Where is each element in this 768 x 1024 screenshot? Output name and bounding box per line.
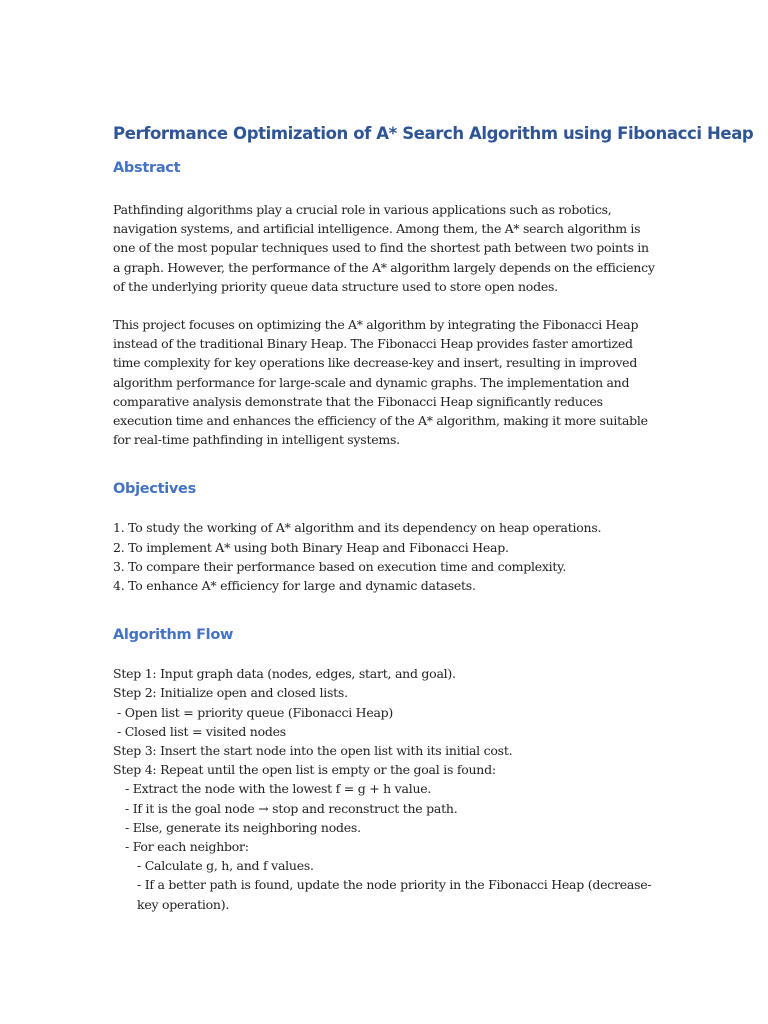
flow-substep-line: - Closed list = visited nodes <box>117 723 286 739</box>
objective-item: 4. To enhance A* efficiency for large and dynamic datasets. <box>113 578 476 594</box>
flow-substep-line: - If it is the goal node → stop and reconstruct the path. <box>125 800 458 816</box>
flow-nested-line: - Calculate g, h, and f values. <box>137 858 314 874</box>
flow-substep-line: - Extract the node with the lowest f = g + h value. <box>125 781 432 797</box>
objective-item: 1. To study the working of A* algorithm and its dependency on heap operations. <box>113 520 602 536</box>
objective-item: 3. To compare their performance based on execution time and complexity. <box>113 558 567 574</box>
objective-item: 2. To implement A* using both Binary Heap and Fibonacci Heap. <box>113 539 509 555</box>
objectives-heading: Objectives <box>113 481 196 498</box>
document-title: Performance Optimization of A* Search Algorithm using Fibonacci Heap <box>113 124 754 143</box>
flow-substep-line: - For each neighbor: <box>125 839 249 855</box>
algorithm-flow-list <box>113 664 658 914</box>
algorithm-flow-heading: Algorithm Flow <box>113 627 234 644</box>
flow-nested-line: - If a better path is found, update the node priority in the Fibonacci Heap (decrease-key operation). <box>137 877 652 912</box>
abstract-paragraph-2: This project focuses on optimizing the A* algorithm by integrating the Fibonacci Heap instead of the traditional Binary Heap. The Fibonacci Heap provides faster amortized time complexity for key operations like decrease-key and insert, resulting in improved algorithm performance for large-scale and dynamic graphs. The implementation and comparative analysis demonstrate that the Fibonacci Heap significantly reduces execution time and enhances the efficiency of the A* algorithm, making it more suitable for real-time pathfinding in intelligent systems. <box>113 317 648 448</box>
flow-step-line: Step 1: Input graph data (nodes, edges, start, and goal). <box>113 666 456 682</box>
abstract-heading: Abstract <box>113 160 181 176</box>
abstract-paragraph-1: Pathfinding algorithms play a crucial role in various applications such as robotics, navigation systems, and artificial intelligence. Among them, the A* search algorithm is one of the most popular techniques used to find the shortest path between two points in a graph. However, the performance of the A* algorithm largely depends on the efficiency of the underlying priority queue data structure used to store open nodes. <box>113 202 655 294</box>
flow-step-line: Step 2: Initialize open and closed lists. <box>113 685 348 701</box>
flow-substep-line: - Open list = priority queue (Fibonacci Heap) <box>117 704 394 720</box>
objectives-list <box>113 518 658 595</box>
flow-step-line: Step 4: Repeat until the open list is empty or the goal is found: <box>113 762 496 778</box>
flow-step-line: Step 3: Insert the start node into the open list with its initial cost. <box>113 743 513 759</box>
flow-substep-line: - Else, generate its neighboring nodes. <box>125 819 361 835</box>
